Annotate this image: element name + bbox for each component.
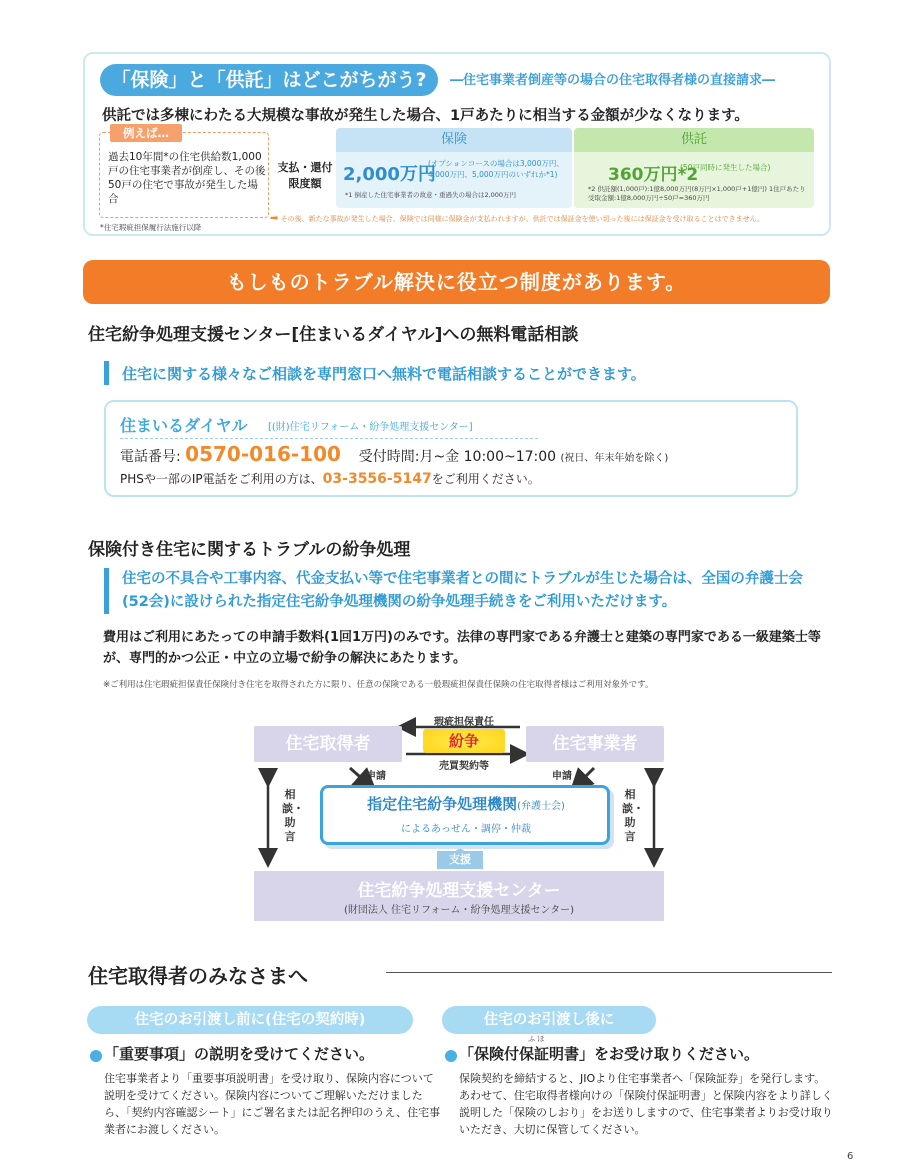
deposit-note: *2 供託額(1,000戸):1億8,000万円(8万円×1,000戸+1億円) 1住戸あたり受取金額:1億8,000万円÷50戸=360万円 <box>588 185 806 202</box>
example-label: 例えば… <box>110 124 182 142</box>
limit-row-label: 支払・還付限度額 <box>277 161 333 190</box>
after-handover-pill: 住宅のお引渡し後に <box>442 1006 656 1034</box>
ruby-fuho: ふ ほ <box>528 1035 545 1043</box>
comparison-footnote-text: その後、新たな事故が発生した場合、保険では同様に保険金が支払われますが、供託では保証金を使い切った後には保証金を受け取ることはできません。 <box>280 215 765 223</box>
hours-note: (祝日、年末年始を除く) <box>560 453 669 464</box>
section2-heading: 保険付き住宅に関するトラブルの紛争処理 <box>88 540 411 560</box>
arrow-right-icon: ➡ <box>270 213 279 224</box>
consult-label-right: 相談・助言 <box>622 788 644 843</box>
comparison-subtitle: ―住宅事業者倒産等の場合の住宅取得者様の直接請求― <box>450 73 776 88</box>
example-text: 過去10年間*の住宅供給数1,000戸の住宅事業者が倒産し、その後50戸の住宅で事故が発生した場合 <box>108 151 266 205</box>
phone-label: 電話番号: <box>120 449 181 465</box>
dial-name: 住まいるダイヤル <box>120 416 248 435</box>
phs-text-after: をご利用ください。 <box>431 472 540 486</box>
builder-box: 住宅事業者 <box>526 726 664 762</box>
support-center-sub: (財団法人 住宅リフォーム・紛争処理支援センター) <box>343 905 575 916</box>
buyers-heading-rule <box>386 972 832 973</box>
contract-label: 売買契約等 <box>439 761 489 772</box>
deposit-amount: 360万円*2 <box>608 165 699 185</box>
insurance-header: 保険 <box>336 128 572 152</box>
hours-label: 受付時間:月~金 10:00~17:00 <box>358 449 557 465</box>
phs-text-before: PHSや一部のIP電話をご利用の方は、 <box>120 472 323 486</box>
dispute-org-note: (弁護士会) <box>517 801 565 812</box>
dispute-org-name: 指定住宅紛争処理機関 <box>367 795 518 813</box>
bullet-dot-icon <box>445 1050 457 1062</box>
apply-label-right: 申請 <box>552 771 572 782</box>
dispute-org-title <box>326 793 606 814</box>
section-banner: もしものトラブル解決に役立つ制度があります。 <box>83 260 830 304</box>
after-handover-text: 保険契約を締結すると、JIOより住宅事業者へ「保険証券」を発行します。あわせて、住宅取得者様向けの「保険付保証明書」と保険内容をより詳しく説明した「保険のしおり」をお送りしますので、住宅事業者よりお受け取りいただき、大切に保管してください。 <box>459 1072 833 1136</box>
buyers-heading: 住宅取得者のみなさまへ <box>88 964 308 988</box>
phs-number[interactable]: 03-3556-5147 <box>322 471 432 487</box>
section1-lead: 住宅に関する様々なご相談を専門窓口へ無料で電話相談することができます。 <box>122 365 646 383</box>
dial-organization: [(財)住宅リフォーム・紛争処理支援センター] <box>268 422 473 433</box>
page-number: 6 <box>847 1151 854 1162</box>
insurance-note: *1 倒産した住宅事業者の故意・重過失の場合は2,000万円 <box>345 191 517 199</box>
comparison-lead: 供託では多棟にわたる大規模な事故が発生した場合、1戸あたりに相当する金額が少なくなります。 <box>102 108 749 124</box>
apply-arrow-right <box>578 768 594 784</box>
dispute-badge: 紛争 <box>423 729 505 753</box>
section1-heading: 住宅紛争処理支援センター[住まいるダイヤル]への無料電話相談 <box>88 325 579 345</box>
deposit-option: (50戸同時に発生した場合) <box>680 163 771 172</box>
section2-lead: 住宅の不具合や工事内容、代金支払い等で住宅事業者との間にトラブルが生じた場合は、全国の弁護士会(52会)に設けられた指定住宅紛争処理機関の紛争処理手続きをご利用いただけます。 <box>122 571 803 610</box>
support-center-title: 住宅紛争処理支援センター <box>357 881 561 901</box>
buyer-box: 住宅取得者 <box>254 726 402 762</box>
comparison-title: 「保険」と「供託」はどこがちがう? <box>100 64 438 96</box>
apply-label-left: 申請 <box>366 771 386 782</box>
bullet-dot-icon <box>90 1050 102 1062</box>
before-handover-text: 住宅事業者より「重要事項説明書」を受け取り、保険内容について説明を受けてください。保険内容についてご理解いただけましたら、「契約内容確認シート」にご署名または記名押印のうえ、住宅事業者にお渡しください。 <box>104 1072 441 1136</box>
deposit-header: 供託 <box>574 128 814 152</box>
example-note: *住宅瑕疵担保履行法施行以降 <box>100 223 202 232</box>
section2-body: 費用はご利用にあたっての申請手数料(1回1万円)のみです。法律の専門家である弁護士と建築の専門家である一級建築士等が、専門的かつ公正・中立の立場で紛争の解決にあたります。 <box>103 630 821 666</box>
support-label: 支援 <box>437 851 483 869</box>
dispute-org-sub: によるあっせん・調停・仲裁 <box>401 824 531 835</box>
consult-label-left: 相談・助言 <box>282 788 304 843</box>
phone-number[interactable]: 0570-016-100 <box>185 442 341 466</box>
insurance-amount: 2,000万円 <box>343 164 436 185</box>
after-handover-heading: 「保険付保証明書」をお受け取りください。 <box>459 1045 760 1063</box>
before-handover-heading: 「重要事項」の説明を受けてください。 <box>104 1045 375 1063</box>
insurance-option: (オプションコースの場合は3,000万円、4,000万円、5,000万円のいずれか*1) <box>428 159 564 179</box>
section2-note: ※ご利用は住宅瑕疵担保責任保険付き住宅を取得された方に限り、任意の保険である一般瑕疵担保責任保険の住宅取得者様はご利用対象外です。 <box>103 680 654 690</box>
before-handover-pill: 住宅のお引渡し前に(住宅の契約時) <box>87 1006 413 1034</box>
liability-label: 瑕疵担保責任 <box>434 717 494 728</box>
